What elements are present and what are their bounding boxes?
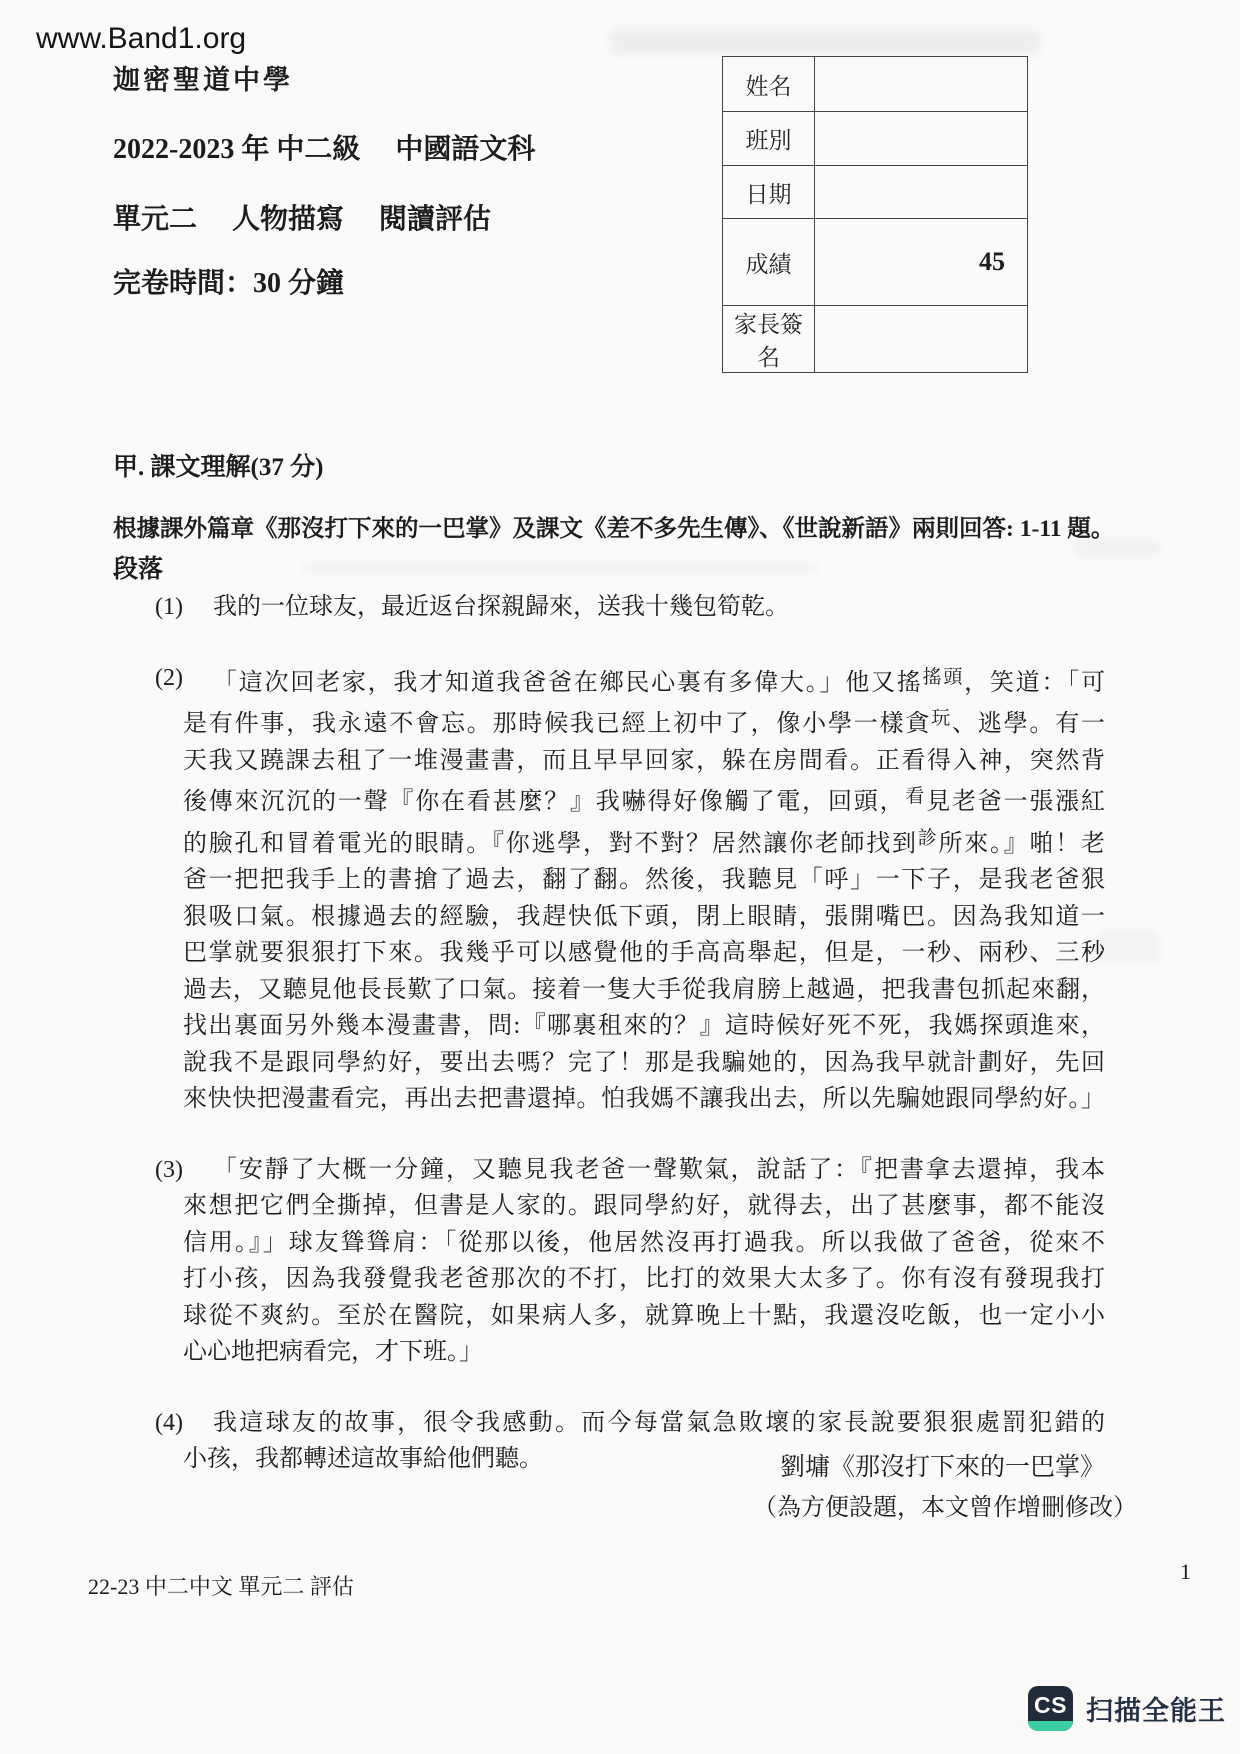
paragraph-line: 的臉孔和冒着電光的眼睛。『你逃學，對不對？居然讓你老師找到$^診$所來。』啪！老 [183, 827, 1105, 857]
paragraph-line: 天我又蹺課去租了一堆漫畫書，而且早早回家，躲在房間看。正看得入神，突然背 [183, 747, 1105, 774]
attribution-note: （為方便設題，本文曾作增刪修改） [753, 1495, 1137, 1521]
scan-artifact [300, 562, 820, 574]
class-field [815, 112, 1028, 166]
exam-title-line: 2022-2023 年 中二級 中國語文科 [113, 134, 536, 165]
paragraph-line: 狠吸口氣。根據過去的經驗，我趕快低下頭，閉上眼睛，張開嘴巴。因為我知道一 [183, 903, 1105, 930]
attribution-source: 劉墉《那沒打下來的一巴掌》 [779, 1454, 1105, 1481]
paragraph-line: 找出裏面另外幾本漫畫書，問:『哪裏租來的？』這時候好死不死，我媽探頭進來， [183, 1013, 1105, 1039]
paragraph-line: 打小孩，因為我發覺我老爸那次的不打，比打的效果大太多了。你有沒有發現我打 [183, 1266, 1105, 1292]
paragraph-line: 「安靜了大概一分鐘，又聽見我老爸一聲歎氣，說話了：『把書拿去還掉，我本 [213, 1156, 1105, 1183]
passage-label: 段落 [113, 556, 164, 583]
passage-paragraphs [155, 589, 1107, 1512]
school-name: 迦密聖道中學 [113, 65, 293, 95]
paragraph-line: 後傳來沉沉的一聲『你在看甚麼？』我嚇得好像觸了電，回頭，$^看$見老爸一張漲紅 [183, 786, 1106, 815]
paragraph [155, 589, 1107, 626]
camscanner-icon [1028, 1686, 1073, 1731]
table-row [723, 112, 1028, 166]
paragraph-number: (2) [155, 664, 183, 691]
paragraph-line: 我這球友的故事，很令我感動。而今每當氣急敗壞的家長說要狠狠處罰犯錯的 [213, 1409, 1105, 1436]
camscanner-icon-text: CS [1034, 1691, 1067, 1718]
paragraph-text [183, 589, 1105, 626]
paragraph-line: 心心地把病看完，才下班。」 [183, 1339, 483, 1365]
section-heading: 甲. 課文理解(37 分) [113, 454, 324, 481]
paragraph-line: 來想把它們全撕掉，但書是人家的。跟同學約好，就得去，出了甚麼事，都不能沒 [183, 1193, 1105, 1219]
table-row [723, 306, 1028, 373]
watermark: www.Band1.org [36, 22, 247, 55]
instruction-text: 根據課外篇章《那沒打下來的一巴掌》及課文《差不多先生傳》、《世說新語》兩則回答: 1-11 題。 [113, 516, 1115, 542]
paragraph-number: (4) [155, 1409, 183, 1436]
table-row [723, 57, 1028, 112]
parent-signature-label: 家長簽名 [723, 306, 815, 373]
date-label: 日期 [723, 166, 815, 219]
scan-artifact [610, 30, 1040, 54]
paragraph-line: 球從不爽約。至於在醫院，如果病人多，就算晚上十點，我還沒吃飯，也一定小小 [183, 1302, 1105, 1329]
paragraph [155, 660, 1107, 1118]
paragraph-line: 說我不是跟同學約好，要出去嗎？完了！那是我騙她的，因為我早就計劃好，先回 [183, 1049, 1105, 1076]
date-field [815, 166, 1028, 219]
table-row [723, 219, 1028, 306]
paragraph-line: 「這次回老家，我才知道我爸爸在鄉民心裏有多偉大。」他又搖$^{搖頭}$，笑道：「可 [213, 666, 1105, 696]
paragraph-line: 爸一把把我手上的書搶了過去，翻了翻。然後，我聽見「呼」一下子，是我老爸狠 [183, 867, 1105, 893]
paragraph-line: 過去，又聽見他長長歎了口氣。接着一隻大手從我肩膀上越過，把我書包抓起來翻， [183, 976, 1105, 1003]
name-label: 姓名 [723, 57, 815, 112]
paragraph-line: 巴掌就要狠狠打下來。我幾乎可以感覺他的手高高舉起，但是，一秒、兩秒、三秒 [183, 940, 1105, 966]
class-label: 班別 [723, 112, 815, 166]
name-field [815, 57, 1028, 112]
paragraph-line: 我的一位球友，最近返台探親歸來，送我十幾包筍乾。 [213, 594, 789, 620]
paragraph-line: 是有件事，我永遠不會忘。那時候我已經上初中了，像小學一樣貪$^玩$、逃學。有一 [183, 708, 1105, 737]
score-label: 成績 [723, 219, 815, 306]
paragraph-text [183, 660, 1105, 1118]
paragraph-text [183, 1152, 1105, 1371]
score-value: 45 [815, 219, 1028, 306]
parent-signature-field [815, 306, 1028, 373]
page-number: 1 [1180, 1559, 1191, 1584]
time-limit-line: 完卷時間：30 分鐘 [113, 268, 345, 299]
student-info-table [722, 56, 1028, 373]
table-row [723, 166, 1028, 219]
footer-text: 22-23 中二中文 單元二 評估 [88, 1574, 354, 1599]
camscanner-badge [1028, 1686, 1226, 1731]
unit-title-line: 單元二 人物描寫 閱讀評估 [113, 204, 492, 235]
camscanner-label: 扫描全能王 [1086, 1696, 1226, 1726]
scan-artifact [1098, 930, 1158, 964]
paragraph-line: 來快快把漫畫看完，再出去把書還掉。怕我媽不讓我出去，所以先騙她跟同學約好。」 [183, 1086, 1105, 1112]
paragraph-number: (3) [155, 1156, 183, 1183]
paragraph-number: (1) [155, 594, 183, 620]
paragraph-line: 信用。』」球友聳聳肩：「從那以後，他居然沒再打過我。所以我做了爸爸，從來不 [183, 1229, 1105, 1256]
paragraph-line: 小孩，我都轉述這故事給他們聽。 [183, 1446, 543, 1472]
paragraph [155, 1152, 1107, 1371]
